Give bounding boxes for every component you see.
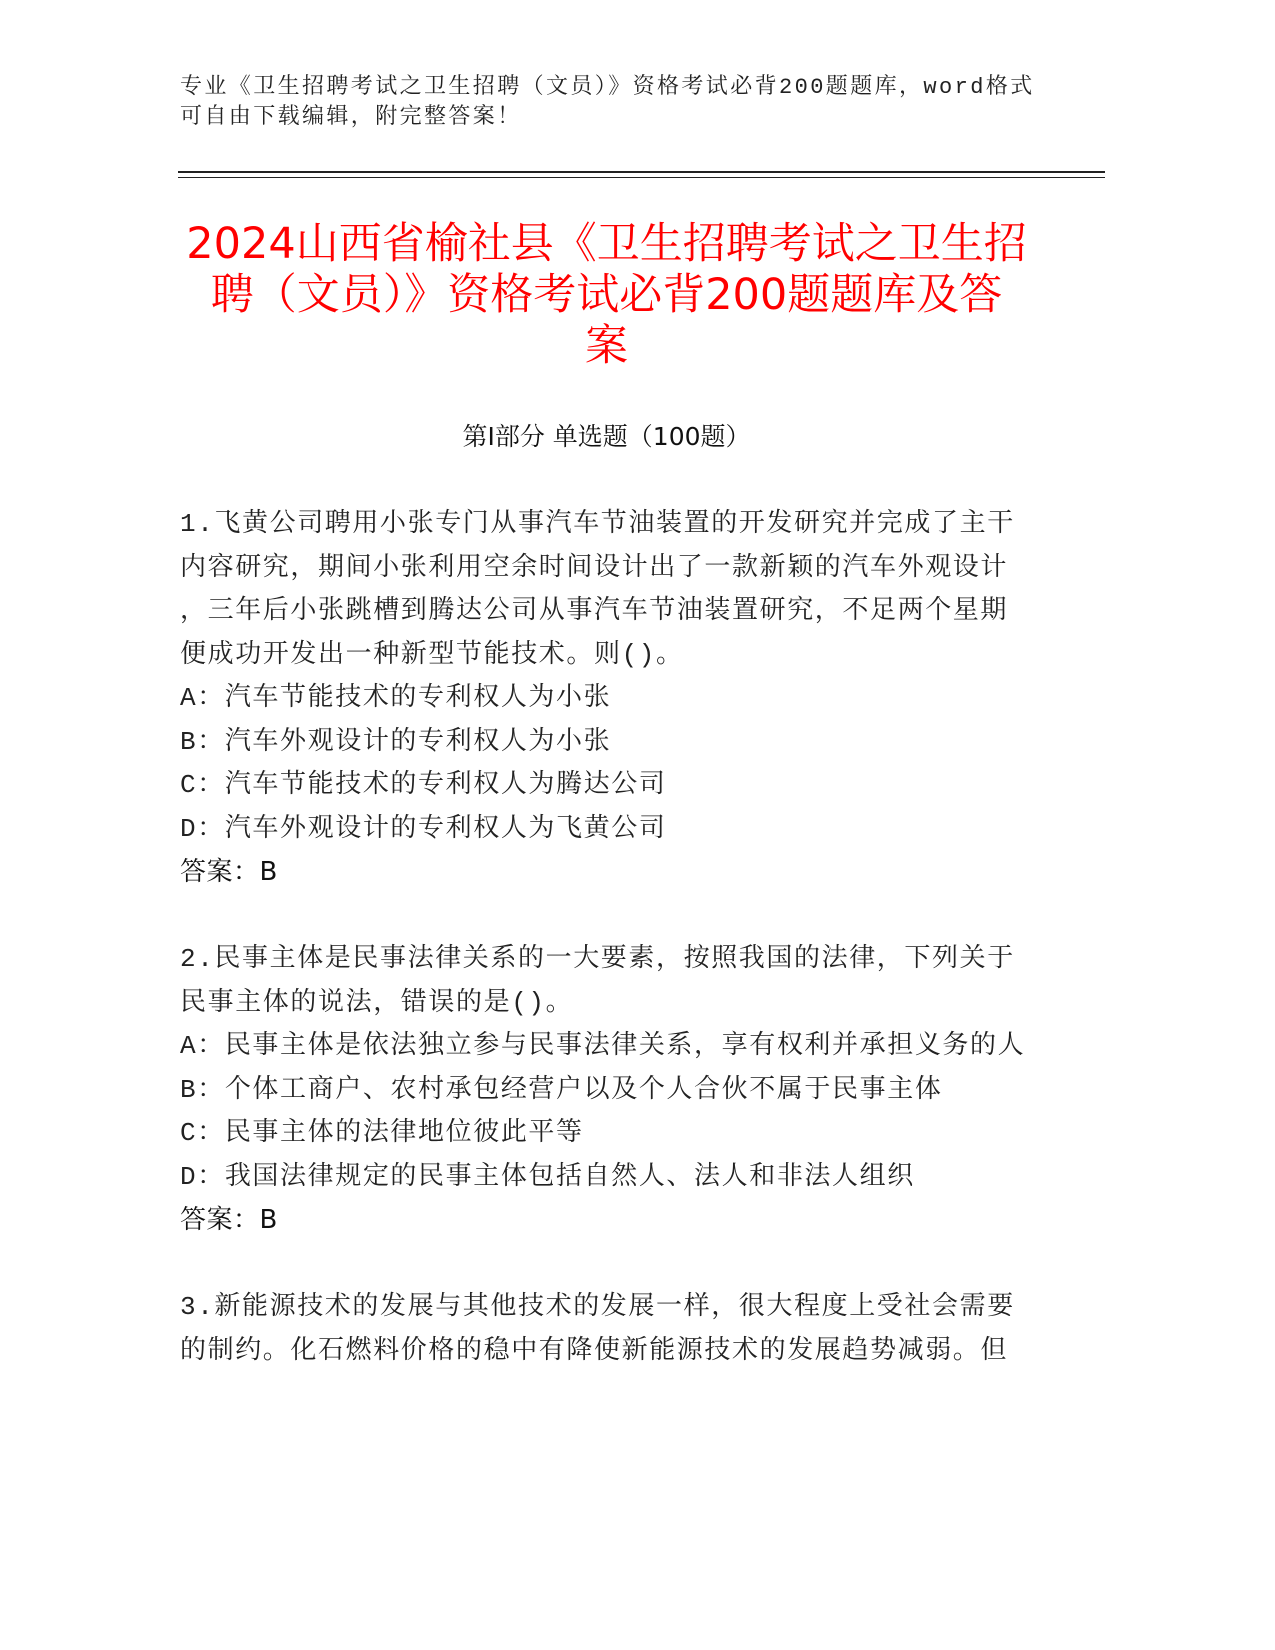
option-label: D： [180, 813, 225, 844]
option-label: A： [180, 683, 225, 713]
question-stem: 2.民事主体是民事法律关系的一大要素，按照我国的法律，下列关于 民事主体的说法，错误的是()。 [180, 944, 1015, 1018]
answer-value: B [259, 1205, 278, 1235]
question-2 [180, 938, 1140, 1243]
option-text: 个体工商户、农村承包经营户以及个人合伙不属于民事主体 [224, 1074, 943, 1105]
option-a [180, 677, 1140, 721]
option-c [180, 1112, 1140, 1156]
option-label: D： [180, 1161, 225, 1192]
option-text: 我国法律规定的民事主体包括自然人、法人和非法人组织 [224, 1161, 915, 1192]
question-list [180, 503, 1140, 1417]
option-b [180, 1069, 1140, 1113]
answer-label: 答案： [180, 1205, 260, 1235]
option-text: 汽车节能技术的专利权人为腾达公司 [224, 770, 667, 800]
option-label: B： [180, 1074, 225, 1105]
option-text: 汽车外观设计的专利权人为小张 [224, 726, 612, 757]
option-c [180, 764, 1140, 808]
option-text: 汽车外观设计的专利权人为飞黄公司 [224, 813, 667, 844]
option-d [180, 808, 1140, 852]
option-label: B： [180, 726, 225, 757]
option-label: A： [180, 1031, 225, 1061]
answer-line [180, 851, 1140, 895]
question-3 [180, 1286, 1140, 1373]
option-label: C： [180, 1118, 225, 1148]
question-stem: 1.飞黄公司聘用小张专门从事汽车节油装置的开发研究并完成了主干 内容研究，期间小张利用空余时间设计出了一款新颖的汽车外观设计 ，三年后小张跳槽到腾达公司从事汽车节油装置研究，不足两个星期 便成功开发出一种新型节能技术。则()。 [180, 509, 1015, 670]
section-heading: 第I部分 单选题（100题） [462, 422, 751, 451]
option-text: 民事主体是依法独立参与民事法律关系，享有权利并承担义务的人 [224, 1031, 1026, 1061]
question-1 [180, 503, 1140, 895]
answer-line [180, 1199, 1140, 1243]
option-label: C： [180, 770, 225, 800]
answer-label: 答案： [180, 857, 260, 887]
option-b [180, 721, 1140, 765]
option-text: 汽车节能技术的专利权人为小张 [224, 683, 612, 713]
option-d [180, 1156, 1140, 1200]
answer-value: B [259, 857, 278, 887]
option-a [180, 1025, 1140, 1069]
document-header-note: 专业《卫生招聘考试之卫生招聘（文员）》资格考试必背200题题库，word格式 可自由下载编辑，附完整答案！ [180, 75, 1035, 130]
question-stem: 3.新能源技术的发展与其他技术的发展一样，很大程度上受社会需要 的制约。化石燃料价格的稳中有降使新能源技术的发展趋势减弱。但 [180, 1292, 1015, 1366]
header-double-rule [178, 171, 1105, 178]
document-title: 2024山西省榆社县《卫生招聘考试之卫生招 聘（文员）》资格考试必背200题题库及答 案 [186, 219, 1027, 371]
option-text: 民事主体的法律地位彼此平等 [224, 1118, 584, 1148]
